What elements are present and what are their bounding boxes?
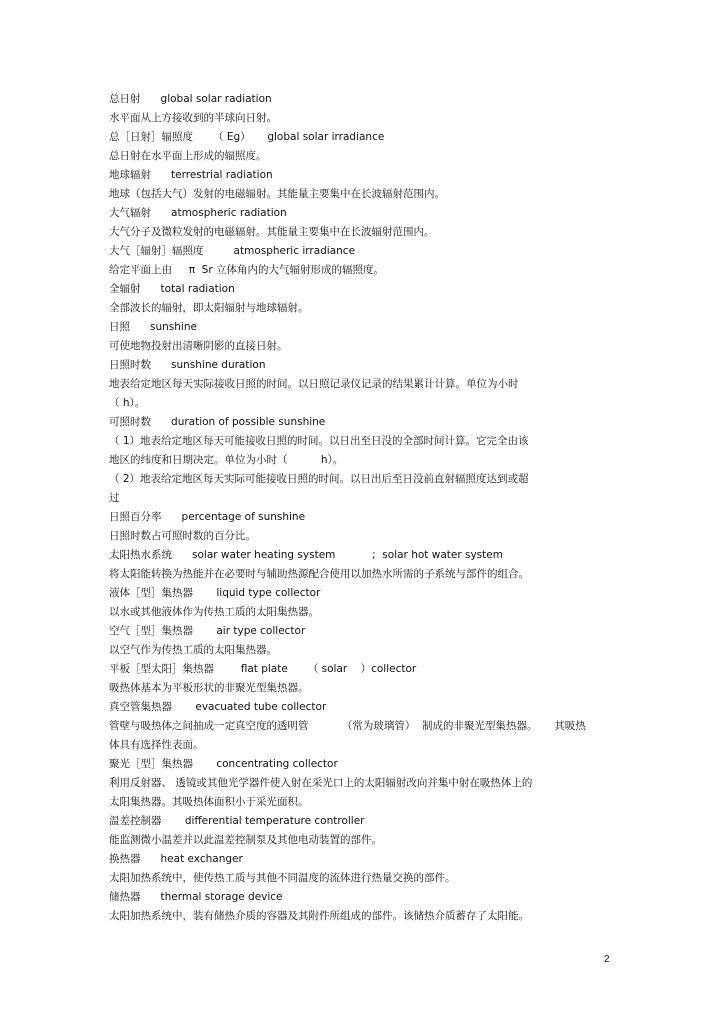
text-line: （ h）。	[109, 397, 146, 409]
text-line: 给定平面上由 π Sr 立体角内的大气辐射形成的辐照度。	[109, 264, 385, 276]
text-line: 聚光［型］集热器 concentrating collector	[109, 758, 338, 770]
text-line: 太阳集热器。其吸热体面积小于采光面积。	[109, 796, 309, 808]
text-line: 可使地物投射出清晰阴影的直接日射。	[109, 340, 288, 352]
text-line: 将太阳能转换为热能并在必要时与辅助热源配合使用以加热水所需的子系统与部件的组合。	[109, 568, 529, 580]
text-line: 体具有选择性表面。	[109, 739, 204, 751]
text-line: 温差控制器 differential temperature controller	[109, 815, 365, 827]
text-line: 地区的纬度和日期决定。单位为小时（ h）。	[109, 454, 344, 466]
text-line: 地球（包括大气）发射的电磁辐射。其能量主要集中在长波辐射范围内。	[109, 188, 445, 200]
text-line: 总［日射］辐照度 （ Eg） global solar irradiance	[109, 131, 385, 143]
text-line: 地表给定地区每天实际接收日照的时间。以日照记录仪记录的结果累计计算。单位为小时	[109, 378, 519, 390]
text-line: 大气［辐射］辐照度 atmospheric irradiance	[109, 245, 356, 257]
text-line: 储热器 thermal storage device	[109, 891, 283, 903]
text-line: 太阳加热系统中，使传热工质与其他不同温度的流体进行热量交换的部件。	[109, 872, 456, 884]
text-line: 能监测微小温差并以此温差控制泵及其他电动装置的部件。	[109, 834, 382, 846]
text-line: 以水或其他液体作为传热工质的太阳集热器。	[109, 606, 319, 618]
text-line: （ 1）地表给定地区每天可能接收日照的时间。以日出至日没的全部时间计算。它完全由该	[109, 435, 529, 447]
text-line: 利用反射器、 透镜或其他光学器件使入射在采光口上的太阳辐射改向并集中射在吸热体上的	[109, 777, 533, 789]
text-line: 日照 sunshine	[109, 321, 197, 333]
text-line: 水平面从上方接收到的半球向日射。	[109, 112, 277, 124]
text-line: 大气分子及微粒发射的电磁辐射。其能量主要集中在长波辐射范围内。	[109, 226, 435, 238]
text-line: 太阳加热系统中，装有储热介质的容器及其附件所组成的部件。该储热介质蓄存了太阳能。	[109, 910, 529, 922]
text-line: 可照时数 duration of possible sunshine	[109, 416, 326, 428]
text-line: 总日射 global solar radiation	[109, 93, 272, 105]
text-line: 换热器 heat exchanger	[109, 853, 243, 865]
text-line: 全部波长的辐射，即太阳辐射与地球辐射。	[109, 302, 309, 314]
page-number: 2	[604, 954, 610, 965]
text-line: 日照时数占可照时数的百分比。	[109, 530, 256, 542]
text-line: 全辐射 total radiation	[109, 283, 235, 295]
text-line: 日照百分率 percentage of sunshine	[109, 511, 306, 523]
text-line: 管壁与吸热体之间抽成一定真空度的透明管 （常为玻璃管） 制成的非聚光型集热器。 其吸热	[109, 720, 586, 732]
text-line: 液体［型］集热器 liquid type collector	[109, 587, 321, 599]
document-body	[109, 90, 589, 926]
text-line: 真空管集热器 evacuated tube collector	[109, 701, 327, 713]
text-line: 以空气作为传热工质的太阳集热器。	[109, 644, 277, 656]
text-line: 过	[109, 492, 120, 504]
text-line: 大气辐射 atmospheric radiation	[109, 207, 287, 219]
text-line: 地球辐射 terrestrial radiation	[109, 169, 273, 181]
text-line: 吸热体基本为平板形状的非聚光型集热器。	[109, 682, 309, 694]
text-line: 总日射在水平面上形成的辐照度。	[109, 150, 267, 162]
text-line: 空气［型］集热器 air type collector	[109, 625, 306, 637]
text-line: （ 2）地表给定地区每天实际可能接收日照的时间。以日出后至日没前直射辐照度达到或超	[109, 473, 529, 485]
text-line: 日照时数 sunshine duration	[109, 359, 266, 371]
text-line: 太阳热水系统 solar water heating system ; solar hot water system	[109, 549, 503, 561]
text-line: 平板［型太阳］集热器 flat plate （ solar ）collector	[109, 663, 417, 675]
